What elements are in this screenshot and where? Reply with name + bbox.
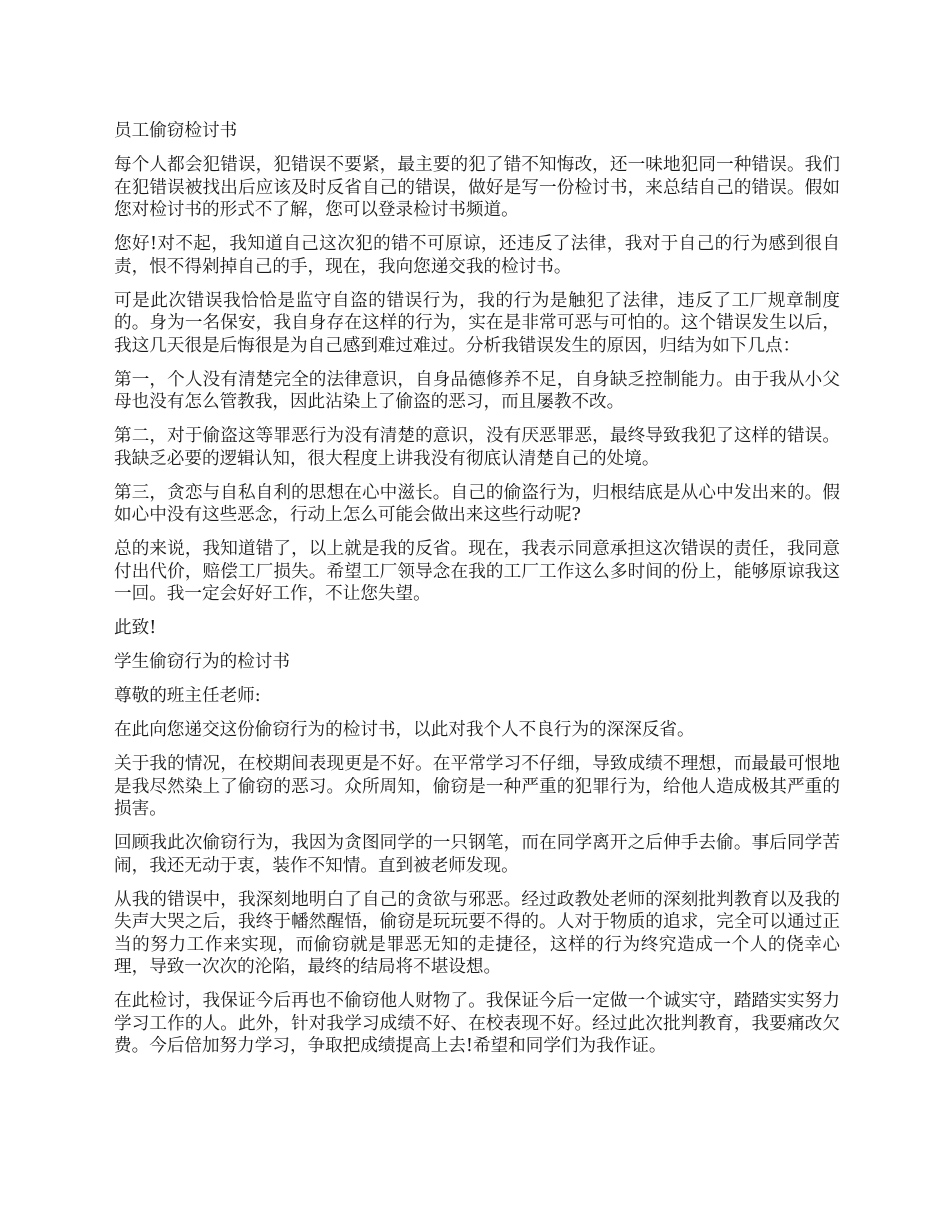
document-title: 员工偷窃检讨书 xyxy=(114,121,238,141)
closing-salutation: 此致! xyxy=(114,618,157,638)
section-title: 学生偷窃行为的检讨书 xyxy=(114,652,290,672)
paragraph: 第一，个人没有清楚完全的法律意识，自身品德修养不足，自身缺乏控制能力。由于我从小父母也没有怎么管教我，因此沾染上了偷盗的恶习，而且屡教不改。 xyxy=(114,369,840,412)
paragraph: 每个人都会犯错误，犯错误不要紧，最主要的犯了错不知悔改，还一味地犯同一种错误。我们在犯错误被找出后应该及时反省自己的错误，做好是写一份检讨书，来总结自己的错误。假如您对检讨书的形式不了解，您可以登录检讨书频道。 xyxy=(114,155,840,220)
paragraph: 回顾我此次偷窃行为，我因为贪图同学的一只钢笔，而在同学离开之后伸手去偷。事后同学苦闹，我还无动于衷，装作不知情。直到被老师发现。 xyxy=(114,833,840,876)
paragraph: 从我的错误中，我深刻地明白了自己的贪欲与邪恶。经过政教处老师的深刻批判教育以及我的失声大哭之后，我终于幡然醒悟，偷窃是玩玩要不得的。人对于物质的追求，完全可以通过正当的努力工作来实现，而偷窃就是罪恶无知的走捷径，这样的行为终究造成一个人的侥幸心理，导致一次次的沦陷，最终的结局将不堪设想。 xyxy=(114,889,840,977)
paragraph: 总的来说，我知道错了，以上就是我的反省。现在，我表示同意承担这次错误的责任，我同意付出代价，赔偿工厂损失。希望工厂领导念在我的工厂工作这么多时间的份上，能够原谅我这一回。我一定会好好工作，不让您失望。 xyxy=(114,539,840,604)
paragraph: 可是此次错误我恰恰是监守自盗的错误行为，我的行为是触犯了法律，违反了工厂规章制度的。身为一名保安，我自身存在这样的行为，实在是非常可恶与可怕的。这个错误发生以后，我这几天很是后悔很是为自己感到难过难过。分析我错误发生的原因，归结为如下几点： xyxy=(114,290,840,356)
document-body xyxy=(114,120,840,1069)
greeting: 尊敬的班主任老师: xyxy=(114,686,261,706)
paragraph: 第三，贪恋与自私自利的思想在心中滋长。自己的偷盗行为，归根结底是从心中发出来的。假如心中没有这些恶念，行动上怎么可能会做出来这些行动呢? xyxy=(114,482,840,525)
paragraph: 您好!对不起，我知道自己这次犯的错不可原谅，还违反了法律，我对于自己的行为感到很自责，恨不得剁掉自己的手，现在，我向您递交我的检讨书。 xyxy=(114,234,840,277)
paragraph: 在此向您递交这份偷窃行为的检讨书，以此对我个人不良行为的深深反省。 xyxy=(114,720,695,740)
paragraph: 在此检讨，我保证今后再也不偷窃他人财物了。我保证今后一定做一个诚实守，踏踏实实努力学习工作的人。此外，针对我学习成绩不好、在校表现不好。经过此次批判教育，我要痛改欠费。今后倍加努力学习，争取把成绩提高上去!希望和同学们为我作证。 xyxy=(114,991,840,1056)
paragraph: 关于我的情况，在校期间表现更是不好。在平常学习不仔细，导致成绩不理想，而最最可恨地是我尽然染上了偷窃的恶习。众所周知，偷窃是一种严重的犯罪行为，给他人造成极其严重的损害。 xyxy=(114,754,840,819)
paragraph: 第二，对于偷盗这等罪恶行为没有清楚的意识，没有厌恶罪恶，最终导致我犯了这样的错误。我缺乏必要的逻辑认知，很大程度上讲我没有彻底认清楚自己的处境。 xyxy=(114,426,840,469)
